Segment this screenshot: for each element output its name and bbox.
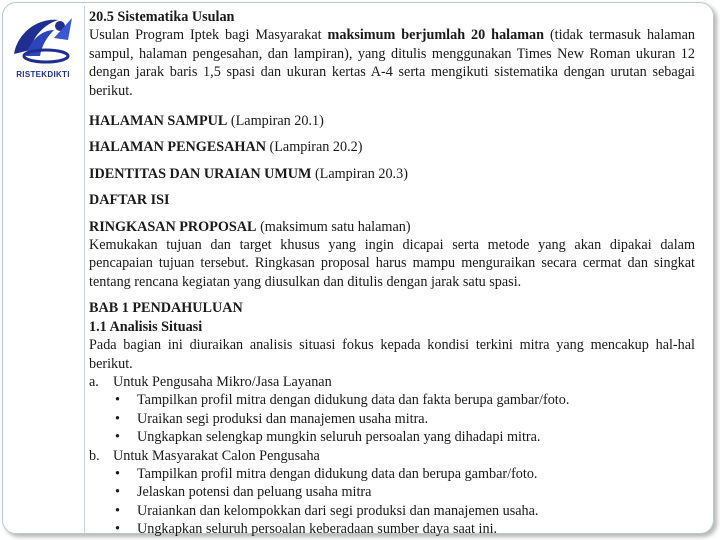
- ringkasan-body: Kemukakan tujuan dan target khusus yang ingin dicapai serta metode yang akan dipakai dalam pencapaian tujuan tersebut. Ringkasan proposal harus mampu menguraikan secara cermat dan singkat tentang rencana kegiatan yang diusulkan dan ditulis dengan jarak satu spasi.: [89, 237, 695, 290]
- bab1-heading: BAB 1 PENDAHULUAN: [89, 300, 243, 317]
- intro-text-pre: Usulan Program Iptek bagi Masyarakat: [89, 27, 328, 44]
- group-a-bullets: [89, 391, 695, 446]
- intro-text-bold: maksimum berjumlah 20 halaman: [327, 27, 545, 44]
- group-a: a. Untuk Pengusaha Mikro/Jasa Layanan: [89, 373, 332, 390]
- list-item: • Tampilkan profil mitra dengan didukung data dan fakta berupa gambar/foto.: [89, 391, 695, 409]
- list-item: • Uraikan segi produksi dan manajemen usaha mitra.: [89, 410, 695, 428]
- logo-caption: RISTEKDIKTI: [16, 70, 70, 79]
- ringkasan-heading: RINGKASAN PROPOSAL (maksimum satu halaman): [89, 218, 411, 235]
- item-daftar-isi: DAFTAR ISI: [89, 192, 170, 209]
- list-item: • Ungkapkan seluruh persoalan keberadaan sumber daya saat ini.: [89, 520, 695, 538]
- list-item: • Uraiankan dan kelompokkan dari segi produksi dan manajemen usaha.: [89, 502, 695, 520]
- bab1-subheading: 1.1 Analisis Situasi: [89, 318, 203, 335]
- group-a-label: Untuk Pengusaha Mikro/Jasa Layanan: [113, 373, 332, 390]
- ristekdikti-emblem-icon: [8, 10, 80, 76]
- bab1-body: Pada bagian ini diuraikan analisis situasi fokus kepada kondisi terkini mitra yang mencakup hal-hal berikut.: [89, 337, 695, 372]
- section-intro: [89, 26, 695, 100]
- document-body: [89, 8, 695, 538]
- section-title: 20.5 Sistematika Usulan: [89, 9, 235, 25]
- divider: [84, 6, 85, 534]
- group-b-label: Untuk Masyarakat Calon Pengusaha: [113, 447, 320, 464]
- item-halaman-sampul: HALAMAN SAMPUL (Lampiran 20.1): [89, 113, 324, 130]
- item-halaman-pengesahan: HALAMAN PENGESAHAN (Lampiran 20.2): [89, 139, 363, 156]
- list-item: • Tampilkan profil mitra dengan didukung data dan berupa gambar/foto.: [89, 465, 695, 483]
- item-identitas: IDENTITAS DAN URAIAN UMUM (Lampiran 20.3): [89, 165, 408, 182]
- list-item: • Ungkapkan selengkap mungkin seluruh persoalan yang dihadapi mitra.: [89, 428, 695, 446]
- list-item: • Jelaskan potensi dan peluang usaha mitra: [89, 483, 695, 501]
- group-b: b. Untuk Masyarakat Calon Pengusaha: [89, 447, 320, 464]
- group-b-bullets: [89, 465, 695, 539]
- intro-text-post: (tidak termasuk halaman sampul, halaman pengesahan, dan lampiran), yang ditulis menggunakan Times New Roman ukuran 12 dengan jarak baris 1,5 spasi dan ukuran kertas A-4 serta mengikuti sistematika dengan urutan sebagai berikut.: [89, 27, 695, 99]
